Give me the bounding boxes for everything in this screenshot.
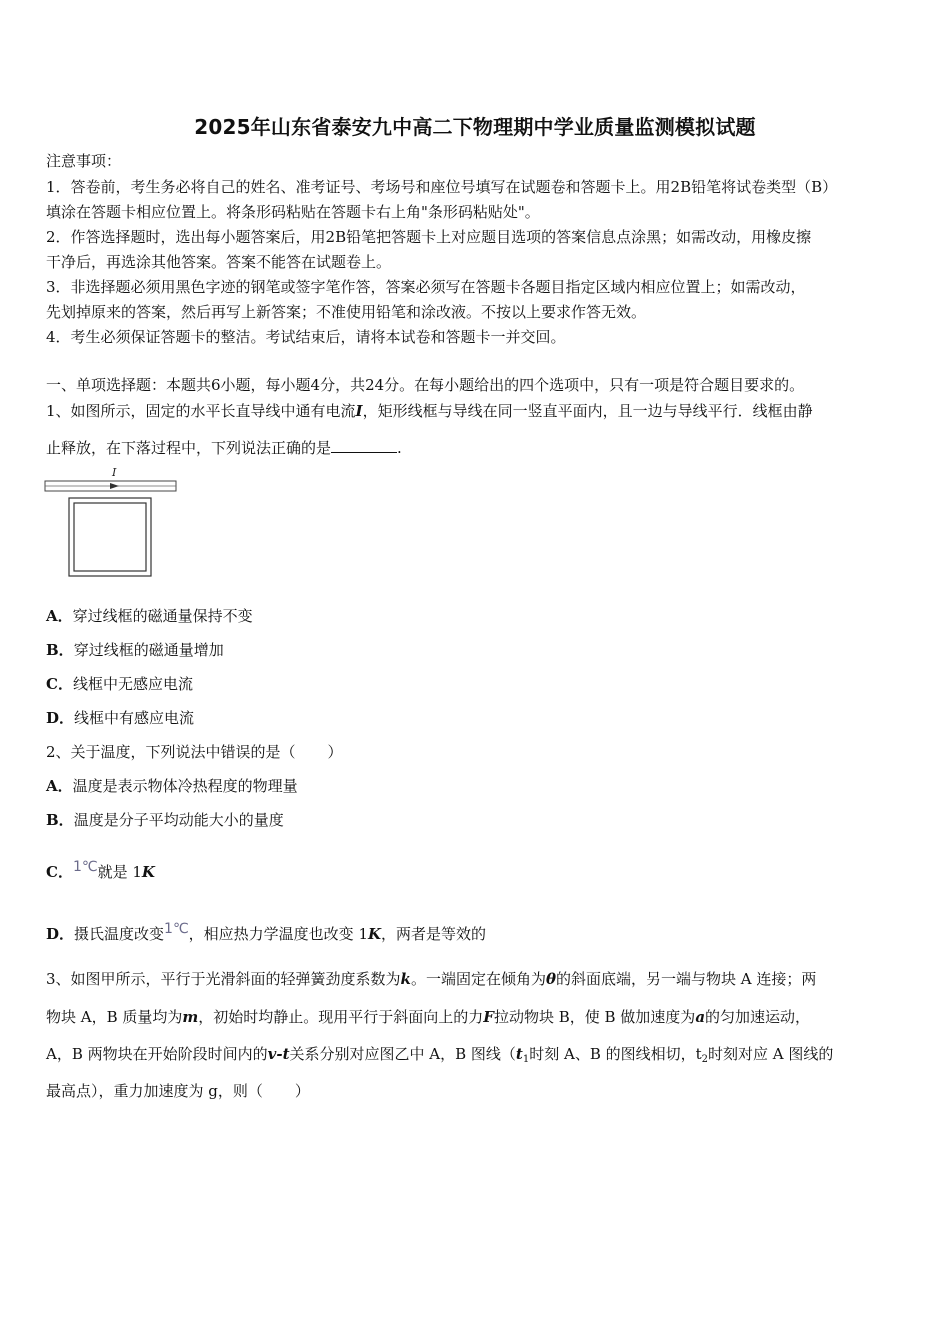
- q1-stem-line1: 1、如图所示，固定的水平长直导线中通有电流I，矩形线框与导线在同一竖直平面内，且一边与导线平行．线框由静: [46, 402, 813, 420]
- notice-heading: 注意事项：: [46, 152, 122, 170]
- notice-line: 先划掉原来的答案，然后再写上新答案；不准使用铅笔和涂改液。不按以上要求作答无效。: [46, 303, 647, 321]
- q2-option-c: C．1℃就是 1K: [46, 859, 155, 881]
- notice-line: 1．答卷前，考生务必将自己的姓名、准考证号、考场号和座位号填写在试题卷和答题卡上。用2B铅笔将试卷类型（B）: [46, 178, 838, 196]
- q3-stem-line1: 3、如图甲所示，平行于光滑斜面的轻弹簧劲度系数为k。一端固定在倾角为θ的斜面底端，另一端与物块 A 连接；两: [46, 970, 817, 988]
- section-heading: 一、单项选择题：本题共6小题，每小题4分，共24分。在每小题给出的四个选项中，只有一项是符合题目要求的。: [46, 376, 805, 394]
- q1-option-a: A．穿过线框的磁通量保持不变: [46, 607, 253, 625]
- q3-stem-line3: A，B 两物块在开始阶段时间内的v-t关系分别对应图乙中 A，B 图线（$t_1$时刻 A、B 的图线相切，$t_2$时刻对应 A 图线的: [46, 1045, 834, 1065]
- answer-blank: [331, 438, 397, 453]
- q1-option-d: D．线框中有感应电流: [46, 709, 195, 727]
- q2-stem: 2、关于温度，下列说法中错误的是（ ）: [46, 743, 343, 761]
- notice-line: 填涂在答题卡相应位置上。将条形码粘贴在答题卡右上角"条形码粘贴处"。: [46, 203, 540, 221]
- q1-option-c: C．线框中无感应电流: [46, 675, 193, 693]
- notice-line: 4．考生必须保证答题卡的整洁。考试结束后，请将本试卷和答题卡一并交回。: [46, 328, 566, 346]
- loop-outer: [69, 498, 151, 576]
- q3-stem-line2: 物块 A，B 质量均为m，初始时均静止。现用平行于斜面向上的力F拉动物块 B，使 B 做加速度为a的匀加速运动，: [46, 1008, 811, 1026]
- notice-line: 干净后，再选涂其他答案。答案不能答在试题卷上。: [46, 253, 392, 271]
- q1-stem-line2: 止释放，在下落过程中，下列说法正确的是 .: [46, 439, 402, 457]
- current-label: I: [112, 466, 117, 479]
- q2-option-b: B．温度是分子平均动能大小的量度: [46, 811, 284, 829]
- q1-figure: [44, 465, 180, 579]
- q2-option-d: D．摄氏温度改变1℃，相应热力学温度也改变 1K，两者是等效的: [46, 921, 487, 943]
- q2-option-a: A．温度是表示物体冷热程度的物理量: [46, 777, 298, 795]
- q3-stem-line4: 最高点），重力加速度为 g，则（ ）: [46, 1082, 310, 1100]
- notice-line: 3．非选择题必须用黑色字迹的钢笔或签字笔作答，答案必须写在答题卡各题目指定区域内相应位置上；如需改动，: [46, 278, 806, 296]
- notice-line: 2．作答选择题时，选出每小题答案后，用2B铅笔把答题卡上对应题目选项的答案信息点涂黑；如需改动，用橡皮擦: [46, 228, 812, 246]
- page-title: 2025年山东省泰安九中高二下物理期中学业质量监测模拟试题: [194, 115, 756, 139]
- q1-option-b: B．穿过线框的磁通量增加: [46, 641, 224, 659]
